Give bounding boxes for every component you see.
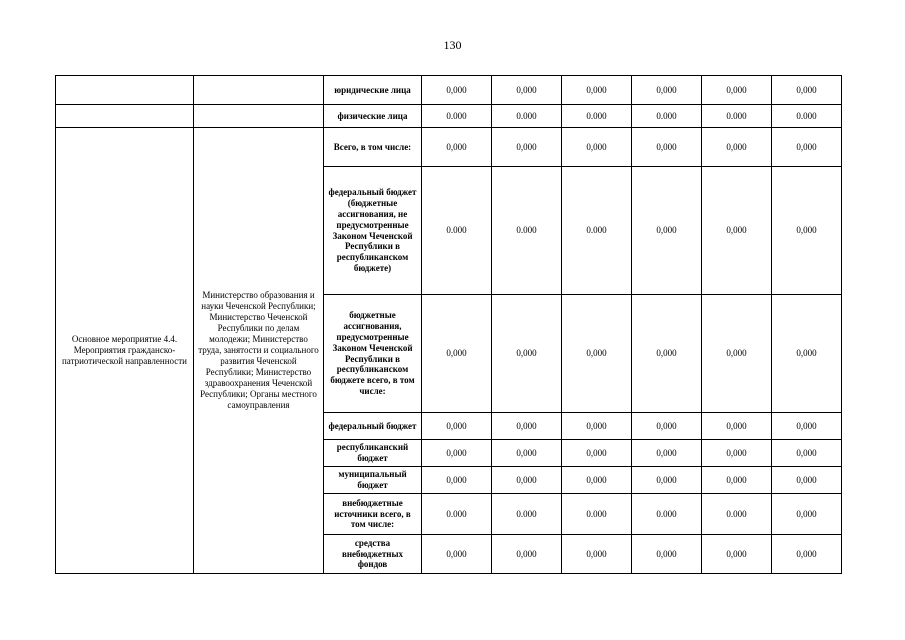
funding-source-cell: юридические лица [324,76,422,105]
value-cell: 0,000 [702,167,772,295]
value-cell: 0,000 [632,295,702,413]
value-cell: 0,000 [422,467,492,494]
value-cell: 0,000 [772,167,842,295]
value-cell: 0.000 [562,167,632,295]
value-cell: 0,000 [772,494,842,535]
value-cell: 0,000 [492,128,562,167]
value-cell: 0,000 [492,440,562,467]
value-cell: 0,000 [492,535,562,574]
value-cell: 0,000 [772,440,842,467]
value-cell: 0,000 [492,413,562,440]
page-number: 130 [443,38,462,52]
value-cell: 0,000 [422,535,492,574]
value-cell: 0.000 [562,105,632,128]
executors-cell: Министерство образования и науки Чеченской Республики; Министерство Чеченской Республики по делам молодежи; Министерство труда, занятости и социального развития Чеченской Республики; Министерство здравоохранения Чеченской Республики; Органы местного самоуправления [194,128,324,574]
value-cell: 0,000 [632,440,702,467]
value-cell: 0,000 [772,295,842,413]
value-cell: 0,000 [562,413,632,440]
funding-source-cell: бюджетные ассигнования, предусмотренные Законом Чеченской Республики в республиканском бюджете всего, в том числе: [324,295,422,413]
funding-source-cell: средства внебюджетных фондов [324,535,422,574]
value-cell: 0.000 [422,105,492,128]
table-row [56,105,842,128]
value-cell: 0,000 [492,295,562,413]
value-cell: 0,000 [772,467,842,494]
value-cell: 0,000 [702,535,772,574]
value-cell: 0.000 [632,105,702,128]
value-cell: 0,000 [562,76,632,105]
value-cell: 0,000 [492,467,562,494]
table-row [56,76,842,105]
value-cell: 0,000 [632,128,702,167]
value-cell: 0,000 [632,467,702,494]
value-cell: 0,000 [422,295,492,413]
event-name-cell: Основное мероприятие 4.4. Мероприятия гражданско-патриотической направленности [56,128,194,574]
value-cell: 0,000 [422,76,492,105]
value-cell: 0,000 [422,440,492,467]
value-cell: 0,000 [702,413,772,440]
funding-source-cell: внебюджетные источники всего, в том числе: [324,494,422,535]
value-cell: 0,000 [632,413,702,440]
value-cell: 0.000 [632,494,702,535]
value-cell: 0,000 [772,128,842,167]
value-cell: 0,000 [632,76,702,105]
funding-source-cell: республиканский бюджет [324,440,422,467]
value-cell: 0.000 [702,494,772,535]
value-cell: 0,000 [422,128,492,167]
value-cell: 0.000 [422,494,492,535]
value-cell: 0,000 [702,295,772,413]
value-cell: 0.000 [492,105,562,128]
table-row [56,128,842,167]
value-cell: 0,000 [702,467,772,494]
empty-executor-cell [194,105,324,128]
value-cell: 0,000 [702,128,772,167]
funding-source-cell: муниципальный бюджет [324,467,422,494]
value-cell: 0,000 [772,535,842,574]
funding-source-cell: федеральный бюджет [324,413,422,440]
value-cell: 0,000 [492,76,562,105]
value-cell: 0.000 [492,494,562,535]
budget-table [55,75,842,574]
value-cell: 0.000 [772,105,842,128]
value-cell: 0.000 [562,494,632,535]
funding-source-cell: федеральный бюджет (бюджетные ассигнования, не предусмотренные Законом Чеченской Республики в республиканском бюджете) [324,167,422,295]
value-cell: 0,000 [632,167,702,295]
empty-event-cell [56,76,194,105]
value-cell: 0.000 [422,167,492,295]
value-cell: 0,000 [562,295,632,413]
value-cell: 0,000 [562,467,632,494]
value-cell: 0,000 [562,440,632,467]
value-cell: 0,000 [772,76,842,105]
value-cell: 0,000 [772,413,842,440]
value-cell: 0,000 [702,440,772,467]
value-cell: 0.000 [702,105,772,128]
funding-source-cell: Всего, в том числе: [324,128,422,167]
empty-executor-cell [194,76,324,105]
value-cell: 0,000 [632,535,702,574]
funding-source-cell: физические лица [324,105,422,128]
value-cell: 0,000 [562,535,632,574]
value-cell: 0,000 [422,413,492,440]
value-cell: 0,000 [702,76,772,105]
empty-event-cell [56,105,194,128]
value-cell: 0,000 [562,128,632,167]
value-cell: 0.000 [492,167,562,295]
